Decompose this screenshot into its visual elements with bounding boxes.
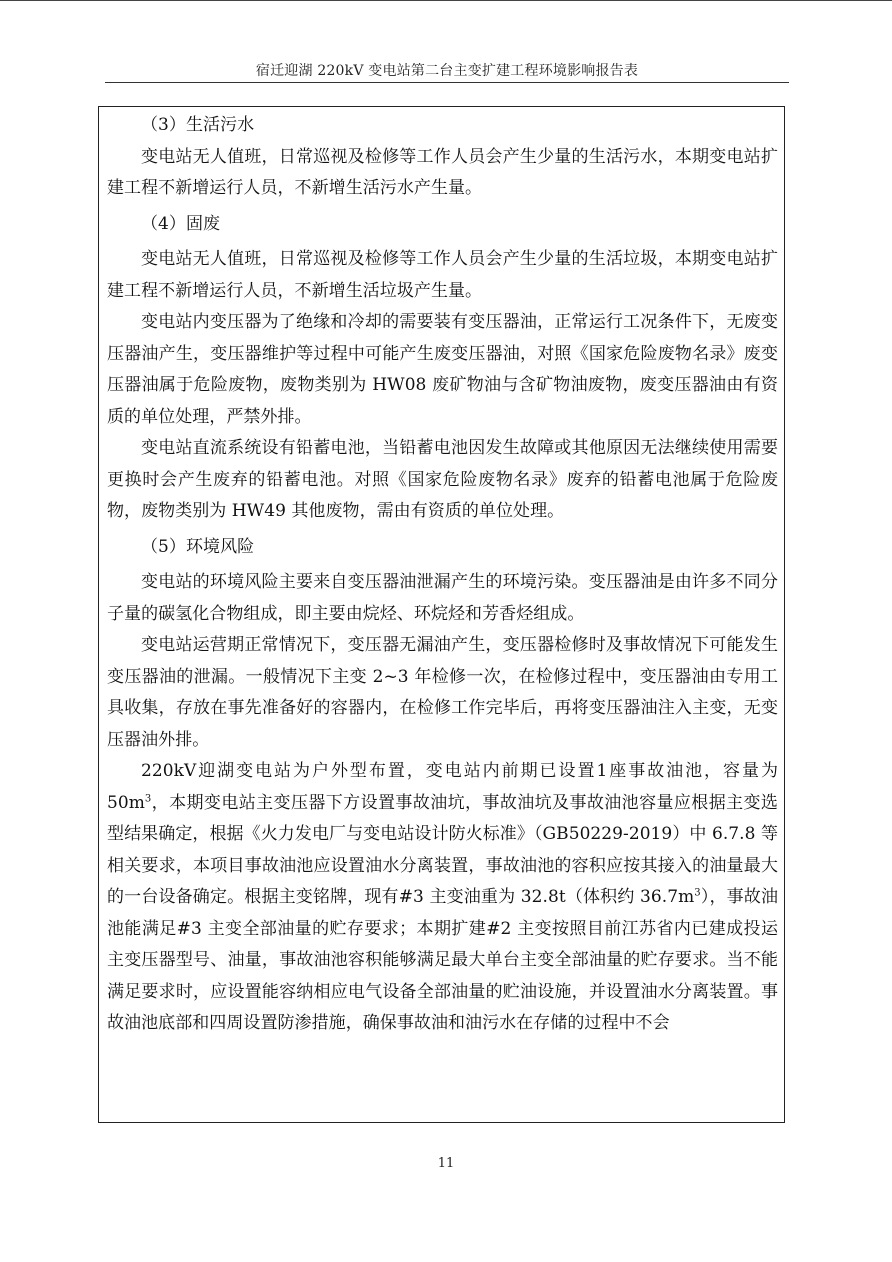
paragraph-accident-oil-pool — [107, 756, 778, 1040]
header-rule — [105, 82, 789, 83]
section-heading-solid-waste: （4）固废 — [141, 213, 221, 234]
paragraph-maintenance: 变电站运营期正常情况下，变压器无漏油产生，变压器检修时及事故情况下可能发生变压器油的泄漏。一般情况下主变 2~3 年检修一次，在检修过程中，变压器油由专用工具收集，存放在事先准备好的容器内，在检修工作完毕后，再将变压器油注入主变，无变压器油外排。 — [107, 635, 778, 750]
paragraph-oil-leak-risk: 变电站的环境风险主要来自变压器油泄漏产生的环境污染。变压器油是由许多不同分子量的碳氢化合物组成，即主要由烷烃、环烷烃和芳香烃组成。 — [107, 572, 778, 624]
section-heading-domestic-sewage: （3）生活污水 — [141, 115, 255, 135]
accident-oil-pool-text-a: 220kV迎湖变电站为户外型布置，变电站内前期已设置1座事故油池，容量为50m — [107, 761, 778, 813]
page-top-rule — [0, 0, 892, 1]
body-text — [107, 110, 778, 1040]
page-number: 11 — [437, 1156, 455, 1171]
paragraph-domestic-garbage: 变电站无人值班，日常巡视及检修等工作人员会产生少量的生活垃圾，本期变电站扩建工程不新增运行人员，不新增生活垃圾产生量。 — [107, 249, 778, 301]
page-header-title: 宿迁迎湖 220kV 变电站第二台主变扩建工程环境影响报告表 — [255, 63, 639, 79]
paragraph-domestic-sewage: 变电站无人值班，日常巡视及检修等工作人员会产生少量的生活污水，本期变电站扩建工程不新增运行人员，不新增生活污水产生量。 — [107, 146, 778, 198]
paragraph-transformer-oil: 变电站内变压器为了绝缘和冷却的需要装有变压器油，正常运行工况条件下，无废变压器油产生，变压器维护等过程中可能产生废变压器油，对照《国家危险废物名录》废变压器油属于危险废物，废物类别为 HW08 废矿物油与含矿物油废物，废变压器油由有资质的单位处理，严禁外排。 — [107, 312, 778, 427]
section-heading-environmental-risk: （5）环境风险 — [141, 536, 255, 557]
superscript-3: 3 — [144, 792, 152, 804]
accident-oil-pool-text-c: ），事故油池能满足#3 主变全部油量的贮存要求；本期扩建#2 主变按照目前江苏省内已建成投运主变压器型号、油量，事故油池容积能够满足最大单台主变全部油量的贮存要求。当不能满足要求时，应设置能容纳相应电气设备全部油量的贮油设施，并设置油水分离装置。事故油池底部和四周设置防渗措施，确保事故油和油污水在存储的过程中不会 — [107, 887, 779, 1033]
accident-oil-pool-text-b: ，本期变电站主变压器下方设置事故油坑，事故油坑及事故油池容量应根据主变选型结果确定，根据《火力发电厂与变电站设计防火标准》（GB50229-2019）中 6.7.8 等相关要求，本项目事故油池应设置油水分离装置，事故油池的容积应按其接入的油量最大的一台设备确定。根据主变铭牌，现有#3 主变油重为 32.8t（体积约 36.7m — [107, 792, 778, 907]
paragraph-lead-battery: 变电站直流系统设有铅蓄电池，当铅蓄电池因发生故障或其他原因无法继续使用需要更换时会产生废弃的铅蓄电池。对照《国家危险废物名录》废弃的铅蓄电池属于危险废物，废物类别为 HW49 其他废物，需由有资质的单位处理。 — [107, 438, 778, 521]
superscript-3: 3 — [694, 887, 701, 899]
